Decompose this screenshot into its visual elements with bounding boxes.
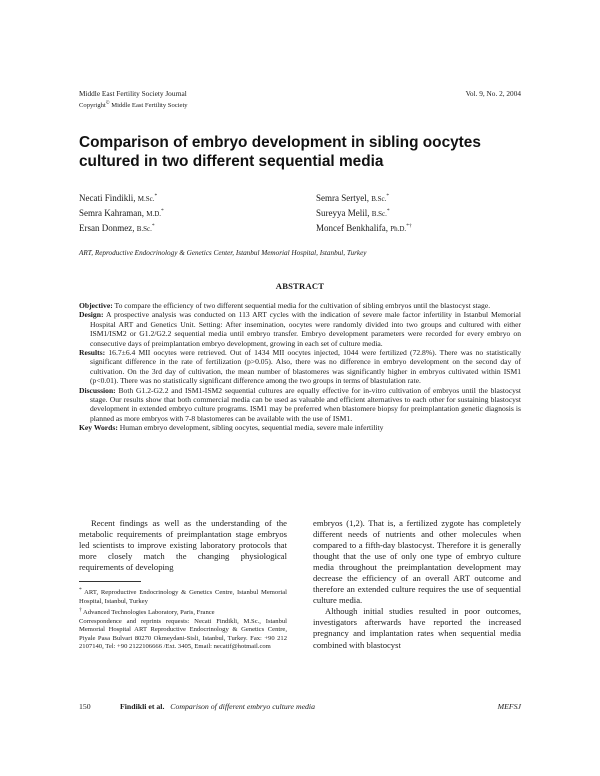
authors-right: [316, 190, 412, 236]
title-line-2: cultured in two different sequential media: [79, 152, 384, 170]
author: Sureyya Melil, B.Sc.*: [316, 208, 390, 219]
abstract-heading: ABSTRACT: [275, 281, 325, 291]
affiliation: ART, Reproductive Endocrinology & Genetics Center, Istanbul Memorial Hospital, Istanbul, Turkey: [79, 249, 367, 257]
copyright-line: Copyright© Middle East Fertility Society: [79, 101, 188, 110]
body-left-column: [79, 518, 287, 573]
authors-left: [79, 190, 164, 236]
journal-abbreviation: MEFSJ: [497, 702, 521, 711]
abstract-objective: Objective: To compare the efficiency of two different sequential media for the cultivation of sibling embryos until the blastocyst stage.: [79, 301, 491, 310]
abstract-design: Design: A prospective analysis was conducted on 113 ART cycles with the indication of severe male factor infertility in Istanbul Memorial Hospital ART and Genetics Unit. Setting: After insemination, oocytes were randomly divided into two groups and cultured with either ISM1/ISM2 or G1.2/G2.2 sequential media until embryo transfer. Embryo development parameters were recorded for every embryo on consecutive days of preimplantation embryo development, growing in each set of culture media.: [79, 310, 521, 348]
footnote-star: * ART, Reproductive Endocrinology & Genetics Centre, Istanbul Memorial Hospital, Istanbul, Turkey: [79, 587, 287, 605]
page-number: 150: [79, 702, 91, 711]
abstract-keywords: Key Words: Human embryo development, sibling oocytes, sequential media, severe male infertility: [79, 423, 384, 433]
author: Semra Sertyel, B.Sc.*: [316, 193, 390, 203]
footnotes: [79, 586, 287, 652]
author: Ersan Donmez, B.Sc.*: [79, 223, 155, 234]
abstract-results: Results: 16.7±6.4 MII oocytes were retrieved. Out of 1434 MII oocytes injected, 1044 were fertilized (72.8%). There was no statistically significant difference in the rate of fertilization (p>0.05). Also, there was no difference in embryo development on the second day of cultivation. On the 3rd day of cultivation, the mean number of blastomeres was significantly higher in embryos cultivated within ISM1 (p<0.01). There was no statistically significant difference among the two groups in terms of blastulation rate.: [79, 348, 521, 386]
body-paragraph: Although initial studies resulted in poor outcomes, investigators afterwards have reported the increased pregnancy and implantation rates when sequential media combined with blastocyst: [313, 606, 521, 650]
title-line-1: Comparison of embryo development in sibling oocytes: [79, 134, 481, 151]
author: Semra Kahraman, M.D.*: [79, 208, 164, 219]
running-footer: Findikli et al. Comparison of different embryo culture media: [120, 702, 315, 711]
body-paragraph: Recent findings as well as the understanding of the metabolic requirements of preimplantation stage embryos led scientists to improve existing laboratory protocols that more closely match the changing physiological requirements of developing: [79, 518, 287, 573]
footnote-correspondence: Correspondence and reprints requests: Necati Findikli, M.Sc., Istanbul Memorial Hospital ART Reproductive Endocrinology & Genetics Centre, Piyale Pasa Bulvari 80270 Okmeydani-Sisli, Istanbul, Turkey. Fax: +90 212 2107140, Tel: +90 2122106666 /Ext. 3405, Email: necatif@hotmail.com: [79, 617, 287, 651]
abstract-discussion: Discussion: Both G1.2-G2.2 and ISM1-ISM2 sequential cultures are equally effective for in-vitro cultivation of embryos until the blastocyst stage. Our results show that both commercial media can be used as valuable and efficient alternatives to each other for sustaining blastocyst development in extended embryo culture programs. ISM1 may be preferred when blastomere biopsy for preimplantation genetic diagnosis is planned as more embryos with 7-8 blastomeres can be available with the use of ISM1.: [79, 385, 521, 423]
article-title: [79, 134, 519, 171]
volume-info: Vol. 9, No. 2, 2004: [465, 89, 521, 98]
body-right-column: [313, 518, 521, 651]
abstract-body: [79, 301, 521, 433]
author: Moncef Benkhalifa, Ph.D.*†: [316, 223, 412, 234]
journal-name: Middle East Fertility Society Journal: [79, 89, 187, 98]
body-paragraph: embryos (1,2). That is, a fertilized zygote has completely different needs of nutrients and other molecules when compared to a fifth-day blastocyst. Therefore it is generally thought that the use of only one type of embryo culture media throughout the preimplantation development may decrease the efficiency of an overall ART outcome and therefore an extended culture requires the use of sequential culture media.: [313, 518, 521, 606]
author: Necati Findikli, M.Sc.*: [79, 193, 158, 203]
footnote-divider: [79, 581, 141, 582]
footnote-dagger: † Advanced Technologies Laboratory, Paris, France: [79, 607, 215, 617]
